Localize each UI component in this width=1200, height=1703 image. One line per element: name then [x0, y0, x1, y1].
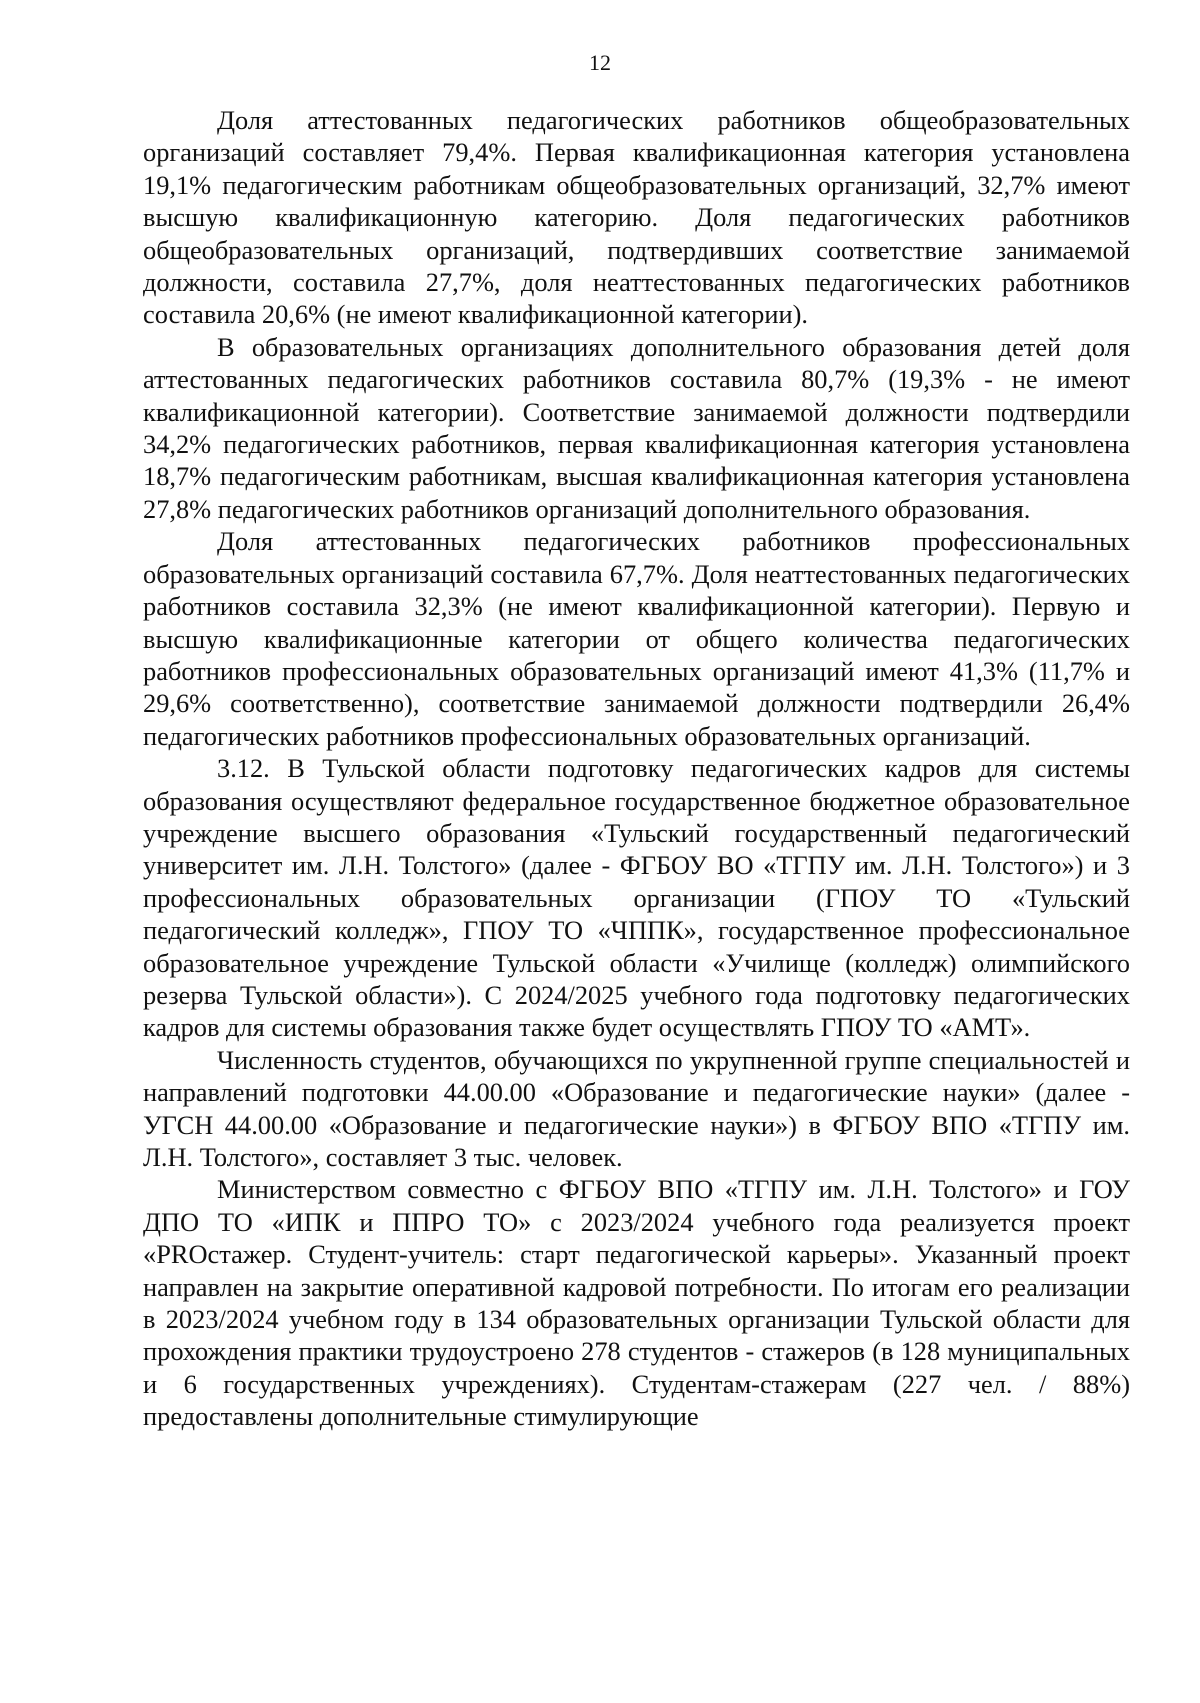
paragraph-student-count: Численность студентов, обучающихся по укрупненной группе специальностей и направлений подготовки 44.00.00 «Образование и педагогические науки» (далее - УГСН 44.00.00 «Образование и педагогические науки») в ФГБОУ ВПО «ТГПУ им. Л.Н. Толстого», составляет 3 тыс. человек. [143, 1044, 1130, 1172]
page-number: 12 [589, 50, 611, 75]
paragraph-professional-education-attestation: Доля аттестованных педагогических работников профессиональных образовательных организаций составила 67,7%. Доля неаттестованных педагогических работников составила 32,3% (не имеют квалификационной категории). Первую и высшую квалификационные категории от общего количества педагогических работников профессиональных образовательных организаций имеют 41,3% (11,7% и 29,6% соответственно), соответствие занимаемой должности подтвердили 26,4% педагогических работников профессиональных образовательных организаций. [143, 526, 1130, 751]
paragraph-section-3-12-teacher-training: 3.12. В Тульской области подготовку педагогических кадров для системы образования осуществляют федеральное государственное бюджетное образовательное учреждение высшего образования «Тульский государственный педагогический университет им. Л.Н. Толстого» (далее - ФГБОУ ВО «ТГПУ им. Л.Н. Толстого») и 3 профессиональных образовательных организации (ГПОУ ТО «Тульский педагогический колледж», ГПОУ ТО «ЧППК», государственное профессиональное образовательное учреждение Тульской области «Училище (колледж) олимпийского резерва Тульской области»). С 2024/2025 учебного года подготовку педагогических кадров для системы образования также будет осуществлять ГПОУ ТО «АМТ». [143, 753, 1130, 1043]
paragraph-general-education-attestation: Доля аттестованных педагогических работников общеобразовательных организаций составляет 79,4%. Первая квалификационная категория установлена 19,1% педагогическим работникам общеобразовательных организаций, 32,7% имеют высшую квалификационную категорию. Доля педагогических работников общеобразовательных организаций, подтвердивших соответствие занимаемой должности, составила 27,7%, доля неаттестованных педагогических работников составила 20,6% (не имеют квалификационной категории). [143, 105, 1130, 330]
document-body [143, 104, 1130, 1433]
paragraph-prostazher-project: Министерством совместно с ФГБОУ ВПО «ТГПУ им. Л.Н. Толстого» и ГОУ ДПО ТО «ИПК и ППРО ТО» с 2023/2024 учебного года реализуется проект «PROстажер. Студент-учитель: старт педагогической карьеры». Указанный проект направлен на закрытие оперативной кадровой потребности. По итогам его реализации в 2023/2024 учебном году в 134 образовательных организации Тульской области для прохождения практики трудоустроено 278 студентов - стажеров (в 128 муниципальных и 6 государственных учреждениях). Студентам-стажерам (227 чел. / 88%) предоставлены дополнительные стимулирующие [143, 1174, 1130, 1432]
paragraph-additional-education-attestation: В образовательных организациях дополнительного образования детей доля аттестованных педагогических работников составила 80,7% (19,3% - не имеют квалификационной категории). Соответствие занимаемой должности подтвердили 34,2% педагогических работников, первая квалификационная категория установлена 18,7% педагогическим работникам, высшая квалификационная категория установлена 27,8% педагогических работников организаций дополнительного образования. [143, 331, 1130, 524]
